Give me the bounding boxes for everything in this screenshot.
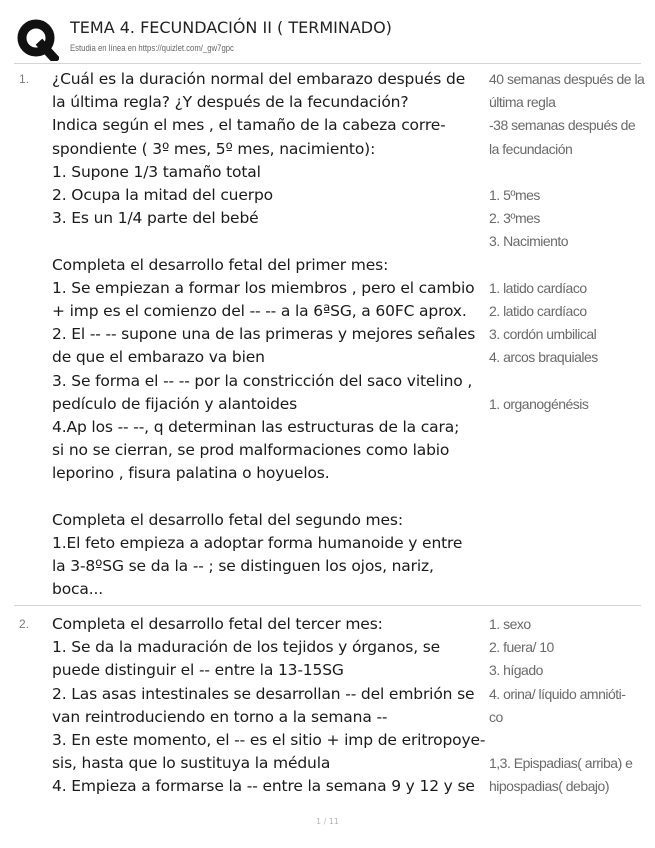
- term-line: la última regla? ¿Y después de la fecundación?: [52, 93, 409, 112]
- term-line: 1. Se da la maduración de los tejidos y órganos, se: [52, 638, 441, 657]
- quizlet-logo-icon: [15, 17, 59, 61]
- card-term: [52, 613, 488, 799]
- definition-line: última regla: [489, 94, 556, 111]
- definition-line: 2. fuera/ 10: [489, 639, 554, 656]
- term-line: 1. Se empiezan a formar los miembros , pero el cambio: [52, 278, 475, 297]
- definition-line: 3. hígado: [489, 662, 543, 679]
- term-line: [52, 230, 488, 253]
- definition-line: 1. organogénésis: [489, 395, 589, 412]
- term-line: 3. En este momento, el -- es el sitio + imp de eritropoye-: [52, 731, 486, 750]
- term-line: spondiente ( 3º mes, 5º mes, nacimiento):: [52, 139, 376, 158]
- term-line: 4. Empieza a formarse la -- entre la semana 9 y 12 y se: [52, 777, 475, 796]
- card-number: 1.: [19, 72, 30, 86]
- page-title: TEMA 4. FECUNDACIÓN II ( TERMINADO): [70, 18, 392, 37]
- term-line: 4.Ap los -- --, q determinan las estructuras de la cara;: [52, 418, 460, 437]
- term-line: puede distinguir el -- entre la 13-15SG: [52, 661, 344, 680]
- term-line: 2. El -- -- supone una de las primeras y mejores señales: [52, 325, 476, 344]
- definition-line: 2. 3ºmes: [489, 210, 540, 227]
- term-line: 2. Ocupa la mitad del cuerpo: [52, 186, 273, 205]
- definition-line: 1,3. Epispadias( arriba) e: [489, 755, 633, 772]
- definition-line: [489, 254, 639, 277]
- term-line: de que el embarazo va bien: [52, 348, 265, 367]
- term-line: ¿Cuál es la duración normal del embarazo después de: [52, 70, 466, 88]
- term-line: sis, hasta que lo sustituya la médula: [52, 754, 331, 773]
- term-line: leporino , fisura palatina o hoyuelos.: [52, 464, 330, 483]
- term-line: Completa el desarrollo fetal del segundo mes:: [52, 510, 403, 529]
- study-online-link[interactable]: Estudia en línea en https://quizlet.com/_gw7gpc: [70, 43, 234, 53]
- page-number: 1 / 11: [315, 817, 340, 826]
- definition-line: 40 semanas después de la: [489, 71, 645, 87]
- definition-line: 3. cordón umbilical: [489, 326, 597, 343]
- term-line: pedículo de fijación y alantoides: [52, 394, 298, 413]
- term-line: [52, 486, 488, 509]
- definition-line: [489, 729, 639, 752]
- term-line: Indica según el mes , el tamaño de la cabeza corre-: [52, 116, 446, 135]
- definition-line: hipospadias( debajo): [489, 778, 609, 795]
- term-line: Completa el desarrollo fetal del tercer mes:: [52, 615, 383, 633]
- card-term: [52, 68, 488, 602]
- definition-line: 1. sexo: [489, 616, 531, 632]
- card-number: 2.: [19, 617, 30, 631]
- term-line: 3. Se forma el -- -- por la constricción del saco vitelino ,: [52, 371, 473, 390]
- definition-line: 3. Nacimiento: [489, 233, 569, 250]
- definition-line: 4. orina/ líquido amnióti-: [489, 685, 626, 702]
- term-line: la 3-8ºSG se da la -- ; se distinguen los ojos, nariz,: [52, 557, 434, 576]
- header-divider: [14, 63, 641, 64]
- term-line: si no se cierran, se prod malformaciones como labio: [52, 441, 450, 460]
- term-line: van reintroduciendo en torno a la semana --: [52, 707, 388, 726]
- term-line: 3. Es un 1/4 parte del bebé: [52, 209, 259, 228]
- card-divider: [14, 605, 641, 606]
- card-definition: [489, 613, 639, 799]
- definition-line: co: [489, 708, 503, 725]
- definition-line: [489, 161, 639, 184]
- definition-line: 1. 5ºmes: [489, 187, 540, 204]
- term-line: 1. Supone 1/3 tamaño total: [52, 162, 261, 181]
- term-line: 2. Las asas intestinales se desarrollan -- del embrión se: [52, 684, 475, 703]
- definition-line: la fecundación: [489, 140, 573, 157]
- definition-line: -38 semanas después de: [489, 117, 636, 134]
- term-line: 1.El feto empieza a adoptar forma humanoide y entre: [52, 534, 463, 553]
- card-definition: [489, 68, 645, 416]
- term-line: + imp es el comienzo del -- -- a la 6ªSG, a 60FC aprox.: [52, 302, 467, 321]
- term-line: Completa el desarrollo fetal del primer mes:: [52, 255, 389, 274]
- definition-line: 2. latido cardíaco: [489, 303, 587, 320]
- definition-line: 1. latido cardíaco: [489, 279, 587, 296]
- definition-line: 4. arcos braquiales: [489, 349, 598, 366]
- term-line: boca...: [52, 580, 104, 599]
- definition-line: [489, 370, 639, 393]
